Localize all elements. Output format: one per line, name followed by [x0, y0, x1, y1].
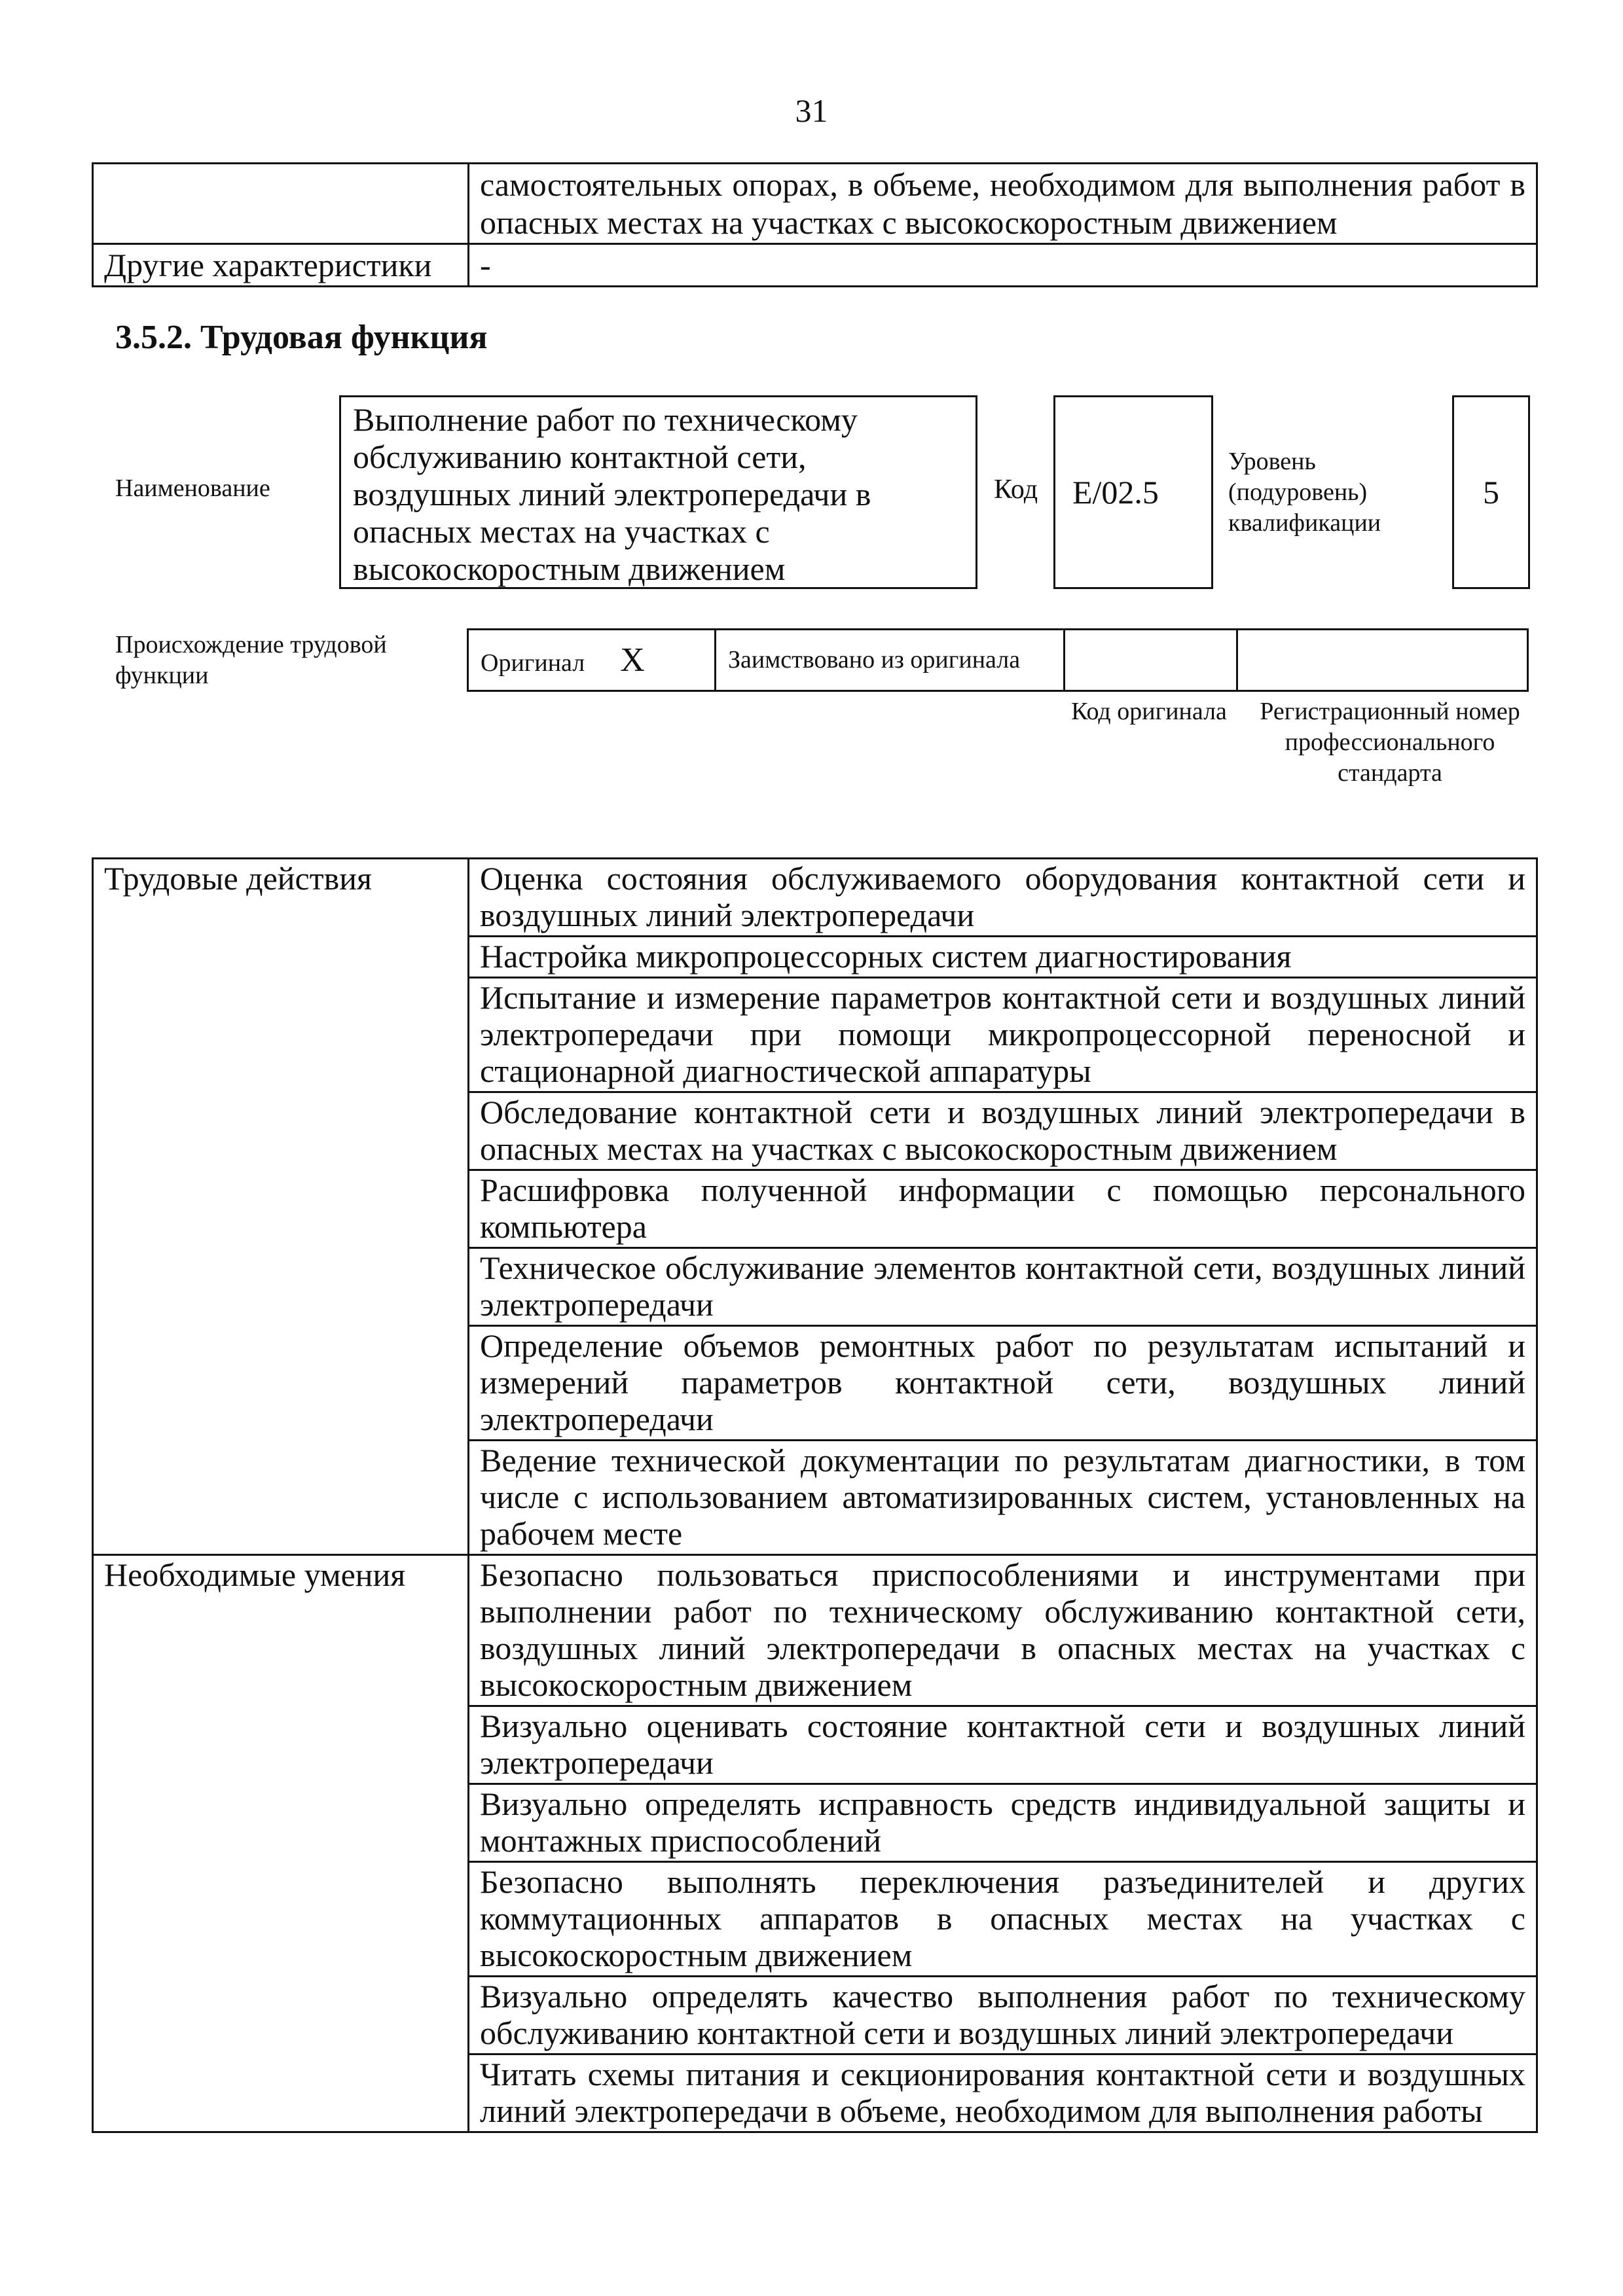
level-label-text: Уровень (подуровень) квалификации: [1228, 448, 1381, 537]
labor-action-cell: [469, 1170, 1537, 1248]
labor-action-cell: [469, 859, 1537, 937]
function-name-box: Выполнение работ по техническому обслуживанию контактной сети, воздушных линий электропередачи в опасных местах на участках с высокоскоростным движением: [339, 395, 977, 589]
section-title: 3.5.2. Трудовая функция: [115, 319, 488, 356]
table-row: [93, 164, 1537, 244]
table-row: [93, 1555, 1537, 1706]
borrowed-cell: Заимствовано из оригинала: [716, 630, 1065, 691]
origin-label: [115, 630, 456, 691]
registration-number-caption: Регистрационный номер профессионального стандарта: [1260, 698, 1520, 787]
required-skill-text: Безопасно выполнять переключения разъединителей и других коммутационных аппаратов в опасных местах на участках с высокоскоростным движением: [480, 1863, 1525, 1973]
required-skill-cell: [469, 1862, 1537, 1977]
labor-action-text: Определение объемов ремонтных работ по результатам испытаний и измерений параметров контактной сети, воздушных линий электропередачи: [480, 1327, 1525, 1437]
original-mark: X: [620, 641, 645, 679]
labor-action-text: Испытание и измерение параметров контактной сети и воздушных линий электропередачи при помощи микропроцессорной переносной и стационарной диагностической аппаратуры: [480, 979, 1525, 1089]
code-label: Код: [994, 475, 1038, 505]
labor-action-cell: [469, 1326, 1537, 1441]
category-cell: Необходимые умения: [93, 1555, 469, 2132]
labor-action-text: Техническое обслуживание элементов контактной сети, воздушных линий электропередачи: [480, 1249, 1525, 1323]
origin-label-text: Происхождение трудовой функции: [115, 631, 387, 689]
table-row: [93, 244, 1537, 287]
original-code-caption: Код оригинала: [1071, 698, 1227, 725]
level-label: [1228, 446, 1425, 539]
code-value-box: E/02.5: [1053, 395, 1213, 589]
category-cell: Трудовые действия: [93, 859, 469, 1555]
empty-cell: [93, 164, 469, 244]
labor-action-cell: [469, 937, 1537, 978]
required-skill-cell: [469, 2054, 1537, 2132]
table-cell: самостоятельных опорах, в объеме, необходимом для выполнения работ в опасных местах на участках с высокоскоростным движением: [469, 164, 1537, 244]
labor-action-cell: [469, 1441, 1537, 1555]
labor-action-text: Обследование контактной сети и воздушных линий электропередачи в опасных местах на участках с высокоскоростным движением: [480, 1094, 1525, 1167]
original-cell: [468, 630, 716, 691]
labor-function-table-body: [93, 859, 1537, 2132]
labor-action-cell: [469, 1092, 1537, 1170]
required-skill-text: Читать схемы питания и секционирования контактной сети и воздушных линий электропередачи в объеме, необходимом для выполнения работы: [480, 2056, 1525, 2129]
required-skill-text: Визуально определять исправность средств индивидуальной защиты и монтажных приспособлений: [480, 1785, 1525, 1859]
required-skill-text: Визуально определять качество выполнения работ по техническому обслуживанию контактной сети и воздушных линий электропередачи: [480, 1978, 1525, 2051]
registration-number-cell: [1237, 630, 1528, 691]
labor-action-cell: [469, 1248, 1537, 1326]
labor-action-cell: [469, 978, 1537, 1092]
labor-action-text: Оценка состояния обслуживаемого оборудования контактной сети и воздушных линий электропередачи: [480, 860, 1525, 933]
original-label: Оригинал: [481, 649, 585, 677]
origin-table: [467, 628, 1529, 692]
page-number: 31: [795, 92, 828, 129]
table-row: [93, 859, 1537, 937]
required-skill-text: Визуально оценивать состояние контактной сети и воздушных линий электропередачи: [480, 1708, 1525, 1781]
continuation-table: [92, 162, 1538, 287]
required-skill-cell: [469, 1706, 1537, 1784]
original-code-cell: [1065, 630, 1237, 691]
category-cell: Другие характеристики: [93, 244, 469, 287]
required-skill-cell: [469, 1977, 1537, 2054]
labor-action-text: Настройка микропроцессорных систем диагностирования: [480, 938, 1292, 975]
level-value-box: 5: [1452, 395, 1530, 589]
name-label: Наименование: [115, 475, 270, 502]
required-skill-cell: [469, 1784, 1537, 1862]
labor-action-text: Расшифровка полученной информации с помощью персонального компьютера: [480, 1172, 1525, 1245]
required-skill-cell: [469, 1555, 1537, 1706]
labor-function-table: [92, 857, 1538, 2133]
table-cell: -: [469, 244, 1537, 287]
labor-action-text: Ведение технической документации по результатам диагностики, в том числе с использованием автоматизированных систем, установленных на рабочем месте: [480, 1442, 1525, 1552]
required-skill-text: Безопасно пользоваться приспособлениями и инструментами при выполнении работ по техническому обслуживанию контактной сети, воздушных линий электропередачи в опасных местах на участках с высокоскоростным движением: [480, 1556, 1525, 1703]
table-row: [468, 630, 1528, 691]
